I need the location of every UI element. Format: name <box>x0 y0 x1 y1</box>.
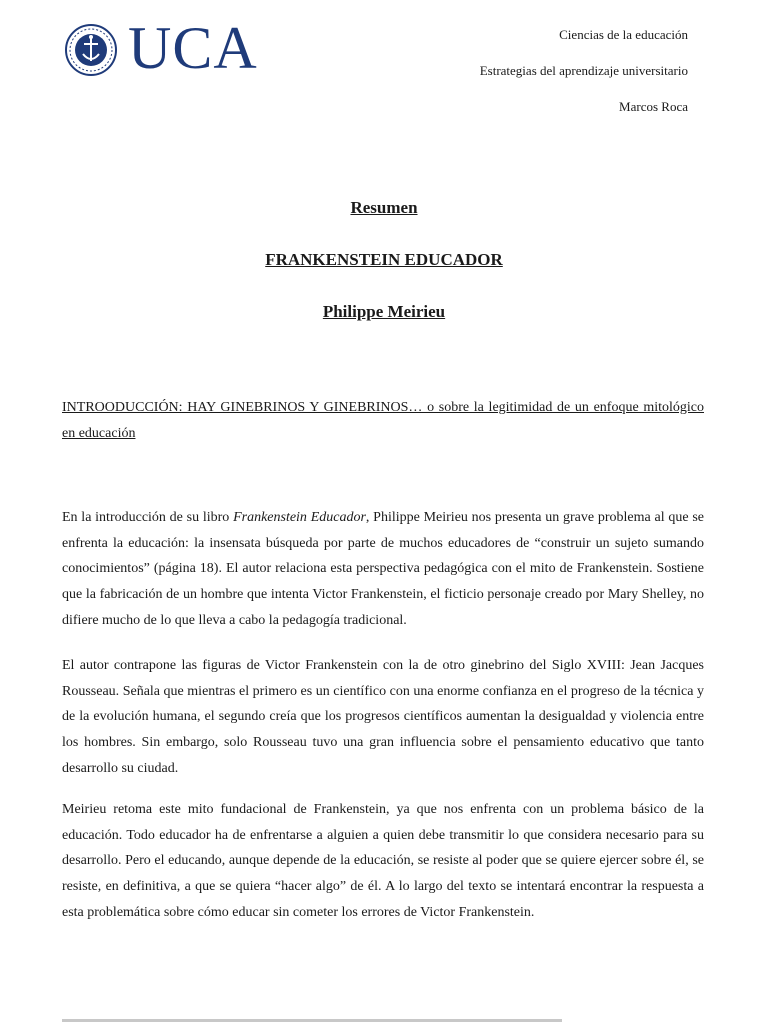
uca-logo <box>62 15 258 81</box>
cut-off-next-line <box>62 1016 562 1024</box>
uca-seal-icon <box>62 24 122 76</box>
paragraph-1-start: En la introducción de su libro <box>62 510 234 525</box>
paragraph-1 <box>62 505 704 634</box>
logo-text: UCA <box>128 15 258 81</box>
paragraph-1-end: , Philippe Meirieu nos presenta un grave problema al que se enfrenta la educación: la insensata búsqueda por parte de muchos educadores de “construir un sujeto sumando conocimientos” (página 18). El autor relaciona esta perspectiva pedagógica con el mito de Frankenstein. Sostiene que la fabricación de un hombre que intenta Victor Frankenstein, el ficticio personaje creado por Mary Shelley, no difiere mucho de lo que lleva a cabo la pedagogía tradicional. <box>62 510 704 628</box>
student-name: Marcos Roca <box>619 99 688 114</box>
paragraph-2: El autor contrapone las figuras de Victor Frankenstein con la de otro ginebrino del Siglo XVIII: Jean Jacques Rousseau. Señala que mientras el primero es un científico con una enorme confianza en el progreso de la técnica y de la evolución humana, el segundo creía que los progresos científicos aumentan la desigualdad y violencia entre los hombres. Sin embargo, solo Rousseau tuvo una gran influencia sobre el pensamiento educativo que tanto desarrollo su ciudad. <box>62 658 704 776</box>
section-heading: INTROODUCCIÓN: HAY GINEBRINOS Y GINEBRINOS… o sobre la legitimidad de un enfoque mitológico en educación <box>62 400 704 441</box>
book-title-italic: Frankenstein Educador <box>233 510 366 525</box>
course-area: Ciencias de la educación <box>559 27 688 42</box>
paragraph-3: Meirieu retoma este mito fundacional de Frankenstein, ya que nos enfrenta con un problema básico de la educación. Todo educador ha de enfrentarse a alguien a quien debe transmitir lo que considera necesario para su desarrollo. Pero el educando, aunque depende de la educación, se resiste al poder que se quiere ejercer sobre él, se resiste, en definitiva, a que se quiera “hacer algo” de él. A lo largo del texto se intentará encontrar la respuesta a esta problemática sobre cómo educar sin cometer los errores de Victor Frankenstein. <box>62 802 704 920</box>
document-title: Resumen <box>350 198 418 217</box>
book-author: Philippe Meirieu <box>322 302 446 321</box>
book-title: FRANKENSTEIN EDUCADOR <box>265 250 503 269</box>
course-name: Estrategias del aprendizaje universitario <box>479 63 688 78</box>
